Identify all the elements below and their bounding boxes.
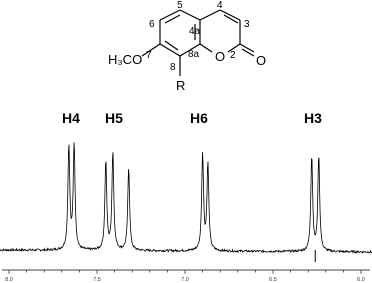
nmr-spectrum-trace — [0, 142, 372, 253]
tick-label-7-0: 7.0 — [181, 277, 189, 283]
position-5-label: 5 — [177, 0, 183, 11]
methoxy-label: H₃CO — [108, 52, 143, 67]
position-4-label: 4 — [217, 0, 223, 11]
axis-ticks — [9, 270, 361, 274]
position-8a-label: 8a — [188, 49, 200, 60]
position-2-label: 2 — [230, 50, 236, 61]
peak-label-h3: H3 — [304, 110, 322, 126]
ring-oxygen-label: O — [215, 49, 226, 64]
position-4a-label: 4a — [189, 26, 201, 37]
position-3-label: 3 — [244, 19, 250, 30]
peak-assignment-labels — [62, 110, 322, 126]
peak-label-h4: H4 — [62, 110, 80, 126]
peak-label-h6: H6 — [190, 110, 208, 126]
coumarin-structure — [142, 10, 254, 76]
tick-label-7-5: 7.5 — [93, 277, 101, 283]
position-6-label: 6 — [149, 19, 155, 30]
position-8-label: 8 — [170, 62, 176, 73]
tick-label-6-0: 6.0 — [357, 277, 365, 283]
peak-label-h5: H5 — [105, 110, 123, 126]
r-group-label: R — [176, 78, 186, 93]
carbonyl-oxygen-label: O — [256, 53, 267, 68]
position-7-label: 7 — [146, 50, 152, 61]
ppm-axis — [2, 270, 370, 283]
tick-label-8-0: 8.0 — [5, 277, 13, 283]
tick-label-6-5: 6.5 — [269, 277, 277, 283]
